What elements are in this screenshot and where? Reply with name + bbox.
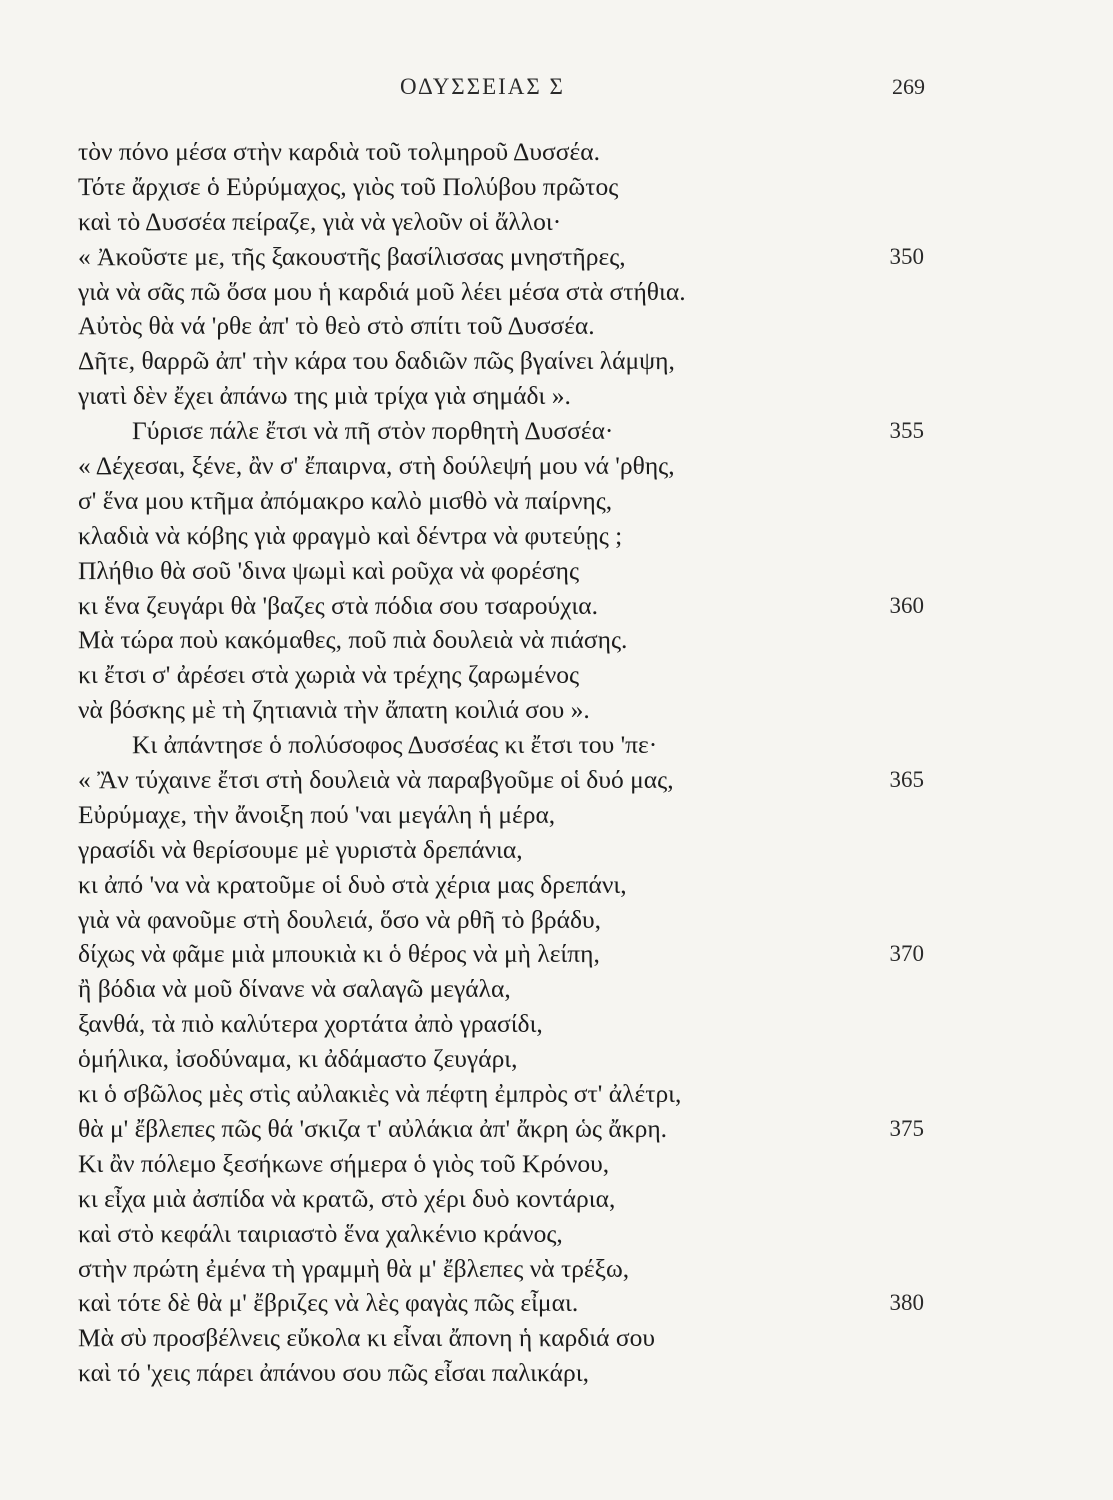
- verse-line: [78, 1007, 938, 1042]
- verse-line: [78, 414, 938, 449]
- line-number: 375: [889, 1115, 924, 1141]
- line-number: 365: [889, 767, 924, 793]
- verse-text: δίχως νὰ φᾶμε μιὰ μπουκιὰ κι ὁ θέρος νὰ μὴ λείπη,: [78, 939, 600, 969]
- verse-line: [78, 1077, 938, 1112]
- verse-text: Μὰ σὺ προσβέλνεις εὔκολα κι εἶναι ἄπονη ἡ καρδιά σου: [78, 1323, 656, 1353]
- line-number: 370: [889, 941, 924, 967]
- verse-line: [78, 972, 938, 1007]
- verse-line: [78, 554, 938, 589]
- verse-text: « Ἂν τύχαινε ἔτσι στὴ δουλειὰ νὰ παραβγοῦμε οἱ δυό μας,: [78, 765, 674, 795]
- verse-text: Δῆτε, θαρρῶ ἀπ' τὴν κάρα του δαδιῶν πῶς βγαίνει λάμψη,: [78, 346, 675, 376]
- verse-text: κλαδιὰ νὰ κόβης γιὰ φραγμὸ καὶ δέντρα νὰ φυτεύῃς ;: [78, 520, 623, 550]
- line-number: 380: [889, 1290, 924, 1316]
- verse-line: [78, 798, 938, 833]
- verse-line: [78, 589, 938, 624]
- running-head: [0, 68, 1113, 108]
- verse-line: [78, 868, 938, 903]
- verse-line: [78, 1321, 938, 1356]
- verse-text: Τότε ἄρχισε ὁ Εὐρύμαχος, γιὸς τοῦ Πολύβου πρῶτος: [78, 171, 619, 201]
- verse-text: καὶ στὸ κεφάλι ταιριαστὸ ἕνα χαλκένιο κράνος,: [78, 1218, 563, 1248]
- verse-line: [78, 205, 938, 240]
- verse-line: [78, 344, 938, 379]
- verse-text: Μὰ τώρα ποὺ κακόμαθες, ποῦ πιὰ δουλειὰ νὰ πιάσης.: [78, 625, 628, 655]
- verse-line: [78, 1147, 938, 1182]
- verse-line: [78, 484, 938, 519]
- verse-text: κι ἀπό 'να νὰ κρατοῦμε οἱ δυὸ στὰ χέρια μας δρεπάνι,: [78, 869, 627, 899]
- verse-text: κι ὁ σβῶλος μὲς στὶς αὐλακιὲς νὰ πέφτη ἐμπρὸς στ' ἀλέτρι,: [78, 1079, 682, 1109]
- verse-text: Κι ἂν πόλεμο ξεσήκωνε σήμερα ὁ γιὸς τοῦ Κρόνου,: [78, 1148, 610, 1178]
- verse-text: κι εἶχα μιὰ ἀσπίδα νὰ κρατῶ, στὸ χέρι δυὸ κοντάρια,: [78, 1183, 616, 1213]
- verse-line: [78, 833, 938, 868]
- verse-text: κι ἔτσι σ' ἀρέσει στὰ χωριὰ νὰ τρέχης ζαρωμένος: [78, 660, 580, 690]
- verse-line: [78, 170, 938, 205]
- verse-text: « Δέχεσαι, ξένε, ἂν σ' ἔπαιρνα, στὴ δούλεψή μου νά 'ρθης,: [78, 451, 675, 481]
- line-number: 360: [889, 592, 924, 618]
- verse-line: [78, 379, 938, 414]
- verse-line: [78, 275, 938, 310]
- verse-text: Εὐρύμαχε, τὴν ἄνοιξη πού 'ναι μεγάλη ἡ μέρα,: [78, 799, 556, 829]
- verse-line: [78, 903, 938, 938]
- verse-line: [78, 937, 938, 972]
- verse-line: [78, 1286, 938, 1321]
- verse-text: γιὰ νὰ σᾶς πῶ ὅσα μου ἡ καρδιά μοῦ λέει μέσα στὰ στήθια.: [78, 276, 686, 306]
- verse-text: θὰ μ' ἔβλεπες πῶς θά 'σκιζα τ' αὐλάκια ἀπ' ἄκρη ὡς ἄκρη.: [78, 1113, 668, 1143]
- verse-line: [78, 1112, 938, 1147]
- verse-text: « Ἀκοῦστε με, τῆς ξακουστῆς βασίλισσας μνηστῆρες,: [78, 241, 626, 271]
- verse-text: κι ἕνα ζευγάρι θὰ 'βαζες στὰ πόδια σου τσαρούχια.: [78, 590, 598, 620]
- verse-block: [78, 135, 938, 1391]
- verse-line: [78, 693, 938, 728]
- verse-text: ὁμήλικα, ἰσοδύναμα, κι ἀδάμαστο ζευγάρι,: [78, 1044, 518, 1074]
- page-number: 269: [892, 74, 925, 99]
- verse-text: γρασίδι νὰ θερίσουμε μὲ γυριστὰ δρεπάνια,: [78, 834, 523, 864]
- verse-line: [78, 135, 938, 170]
- verse-text: καὶ τότε δὲ θὰ μ' ἔβριζες νὰ λὲς φαγὰς πῶς εἶμαι.: [78, 1288, 579, 1318]
- verse-line: [78, 519, 938, 554]
- verse-text: καὶ τό 'χεις πάρει ἀπάνου σου πῶς εἶσαι παλικάρι,: [78, 1358, 589, 1388]
- verse-line: [78, 658, 938, 693]
- verse-line: [78, 763, 938, 798]
- verse-text: τὸν πόνο μέσα στὴν καρδιὰ τοῦ τολμηροῦ Δυσσέα.: [78, 137, 600, 166]
- running-title: ΟΔΥΣΣΕΙΑΣ Σ: [400, 74, 565, 99]
- line-number: 355: [889, 418, 924, 444]
- verse-text: ἢ βόδια νὰ μοῦ δίνανε νὰ σαλαγῶ μεγάλα,: [78, 974, 511, 1004]
- verse-line: [78, 728, 938, 763]
- verse-text: γιατὶ δὲν ἔχει ἀπάνω της μιὰ τρίχα γιὰ σημάδι ».: [78, 381, 571, 411]
- verse-text: Γύρισε πάλε ἔτσι νὰ πῆ στὸν πορθητὴ Δυσσέα·: [132, 416, 614, 446]
- verse-text: στὴν πρώτη ἐμένα τὴ γραμμὴ θὰ μ' ἔβλεπες νὰ τρέξω,: [78, 1253, 630, 1283]
- verse-line: [78, 1182, 938, 1217]
- verse-text: Κι ἀπάντησε ὁ πολύσοφος Δυσσέας κι ἔτσι του 'πε·: [132, 730, 658, 760]
- line-number: 350: [889, 243, 924, 269]
- verse-text: καὶ τὸ Δυσσέα πείραζε, γιὰ νὰ γελοῦν οἱ ἄλλοι·: [78, 206, 562, 236]
- verse-line: [78, 449, 938, 484]
- verse-line: [78, 1252, 938, 1287]
- verse-line: [78, 240, 938, 275]
- verse-text: σ' ἕνα μου κτῆμα ἀπόμακρο καλὸ μισθὸ νὰ παίρνης,: [78, 485, 613, 515]
- verse-line: [78, 309, 938, 344]
- verse-line: [78, 623, 938, 658]
- verse-text: ξανθά, τὰ πιὸ καλύτερα χορτάτα ἀπὸ γρασίδι,: [78, 1009, 543, 1039]
- verse-text: γιὰ νὰ φανοῦμε στὴ δουλειά, ὅσο νὰ ρθῆ τὸ βράδυ,: [78, 904, 601, 934]
- verse-text: Πλήθιο θὰ σοῦ 'δινα ψωμὶ καὶ ροῦχα νὰ φορέσης: [78, 555, 580, 585]
- verse-line: [78, 1042, 938, 1077]
- verse-line: [78, 1356, 938, 1391]
- verse-line: [78, 1217, 938, 1252]
- verse-text: Αὐτὸς θὰ νά 'ρθε ἀπ' τὸ θεὸ στὸ σπίτι τοῦ Δυσσέα.: [78, 311, 595, 341]
- verse-text: νὰ βόσκης μὲ τὴ ζητιανιὰ τὴν ἄπατη κοιλιά σου ».: [78, 695, 590, 725]
